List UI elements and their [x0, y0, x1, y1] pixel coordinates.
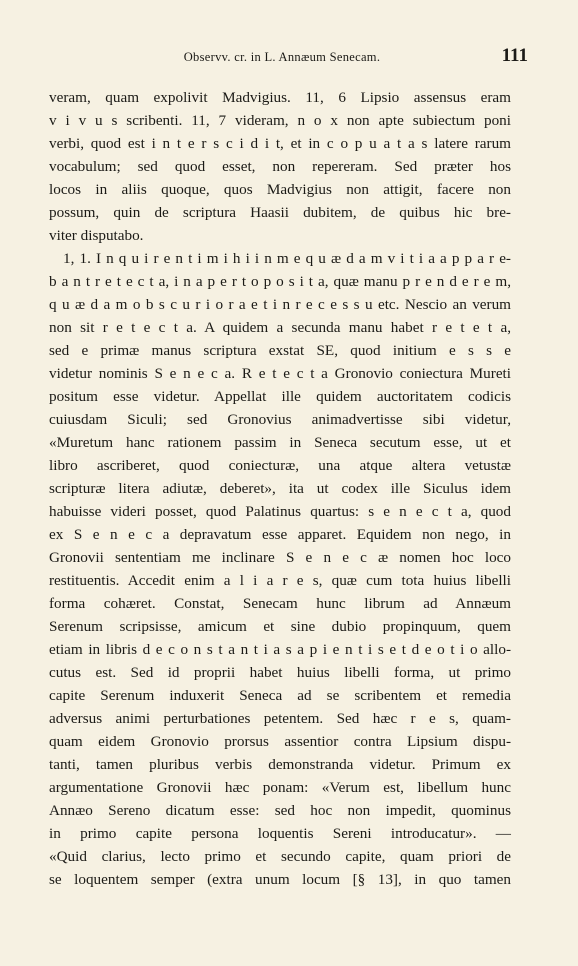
text-line: se loquentem semper (extra unum locum [§ 13], in quo tamen: [49, 871, 511, 888]
text-line: libro ascriberet, quod coniecturæ, una atque altera vetustæ: [49, 457, 511, 474]
text-line: b a n t r e t e c t a, i n a p e r t o p o s i t a, quæ manu p r e n d e r e m,: [49, 273, 511, 290]
text-line: locos in aliis quoque, quos Madvigius non attigit, facere non: [49, 181, 511, 198]
text-line: ex S e n e c a depravatum esse apparet. Equidem non nego, in: [49, 526, 511, 543]
text-line: quam eidem Gronovio prorsus assentior contra Lipsium dispu-: [49, 733, 511, 750]
text-line: 1, 1. I n q u i r e n t i m i h i i n m e q u æ d a m v i t i a a p p a r e-: [63, 250, 511, 267]
text-line: v i v u s scribenti. 11, 7 videram, n o x non apte subiectum poni: [49, 112, 511, 129]
text-line: possum, quin de scriptura Haasii dubitem, de quibus hic bre-: [49, 204, 511, 221]
text-line: in primo capite persona loquentis Sereni introducatur». —: [49, 825, 511, 842]
running-head: [52, 45, 528, 67]
text-line: habuisse videri posset, quod Palatinus quartus: s e n e c t a, quod: [49, 503, 511, 520]
text-line: capite Serenum induxerit Seneca ad se scribentem et remedia: [49, 687, 511, 704]
text-line: viter disputabo.: [49, 227, 144, 244]
text-line: sed e primæ manus scriptura exstat SE, quod initium e s s e: [49, 342, 511, 359]
body-text: [49, 86, 511, 891]
text-line: scripturæ litera adiutæ, deberet», ita ut codex ille Siculus idem: [49, 480, 511, 497]
text-line: q u æ d a m o b s c u r i o r a e t i n r e c e s s u etc. Nescio an verum: [49, 296, 511, 313]
text-line: cutus est. Sed id proprii habet huius libelli forma, ut primo: [49, 664, 511, 681]
text-line: tanti, tamen pluribus verbis demonstranda videtur. Primum ex: [49, 756, 511, 773]
text-line: etiam in libris d e c o n s t a n t i a s a p i e n t i s e t d e o t i o allo-: [49, 641, 511, 658]
running-title: Observv. cr. in L. Annæum Senecam.: [183, 50, 381, 64]
text-line: cuiusdam Siculi; sed Gronovius animadvertisse sibi videtur,: [49, 411, 511, 428]
text-line: videtur nominis S e n e c a. R e t e c t a Gronovio coniectura Mureti: [49, 365, 511, 382]
text-line: positum esse videtur. Appellat ille quidem auctoritatem codicis: [49, 388, 511, 405]
text-line: restituentis. Accedit enim a l i a r e s, quæ cum tota huius libelli: [49, 572, 511, 589]
text-line: verbi, quod est i n t e r s c i d i t, et in c o p u a t a s latere rarum: [49, 135, 511, 152]
text-line: non sit r e t e c t a. A quidem a secunda manu habet r e t e t a,: [49, 319, 511, 336]
text-line: Annæo Sereno dicatum esse: sed hoc non impedit, quominus: [49, 802, 511, 819]
text-line: Gronovii sententiam me inclinare S e n e c æ nomen hoc loco: [49, 549, 511, 566]
text-line: veram, quam expolivit Madvigius. 11, 6 Lipsio assensus eram: [49, 89, 511, 106]
text-line: argumentatione Gronovii hæc ponam: «Verum est, libellum hunc: [49, 779, 511, 796]
text-line: Serenum scripsisse, amicum et sine dubio propinquum, quem: [49, 618, 511, 635]
text-line: forma cohæret. Constat, Senecam hunc librum ad Annæum: [49, 595, 511, 612]
page-number: 111: [501, 45, 528, 66]
text-line: adversus animi perturbationes petentem. Sed hæc r e s, quam-: [49, 710, 511, 727]
text-line: «Muretum hanc rationem passim in Seneca secutum esse, ut et: [49, 434, 511, 451]
text-line: vocabulum; sed quod esset, non repereram. Sed præter hos: [49, 158, 511, 175]
text-line: «Quid clarius, lecto primo et secundo capite, quam priori de: [49, 848, 511, 865]
